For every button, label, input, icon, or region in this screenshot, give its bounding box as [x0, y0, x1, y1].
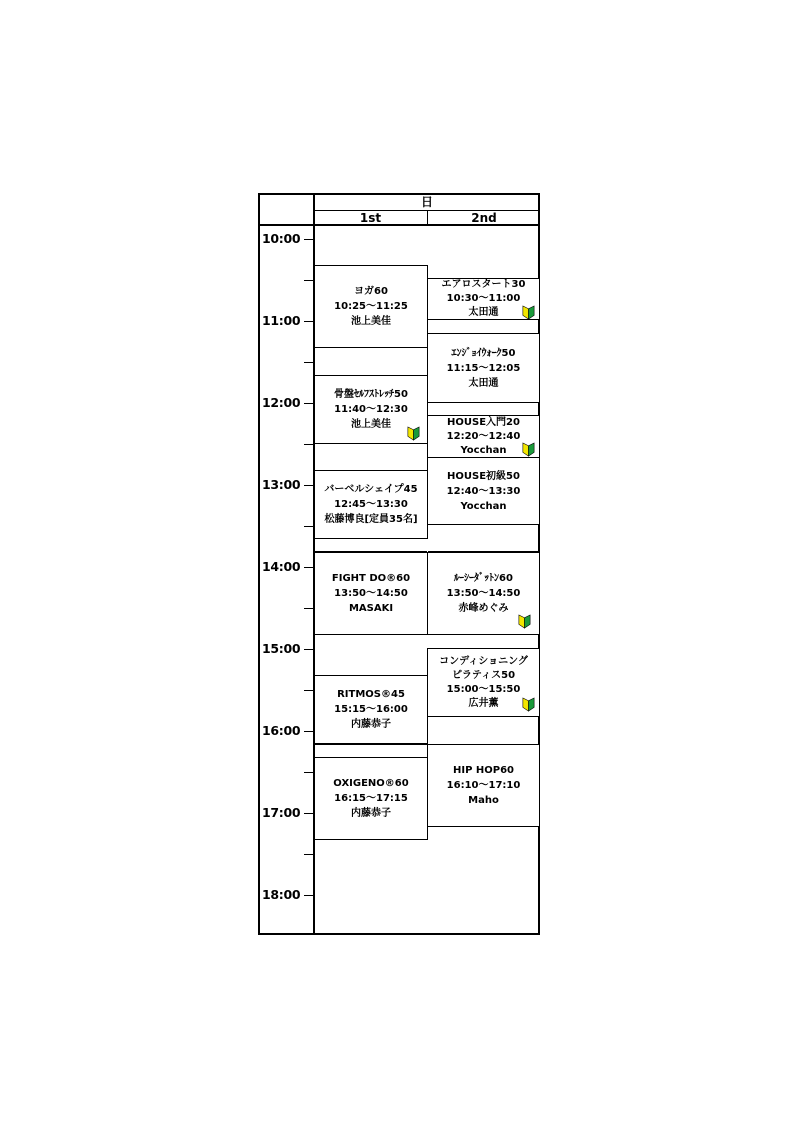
hour-tick — [304, 403, 314, 404]
hour-tick — [304, 813, 314, 814]
class-name: HOUSE入門20 — [447, 416, 520, 428]
class-time: 11:15～12:05 — [446, 362, 521, 374]
column-header-1st: 1st — [359, 211, 382, 225]
class-instructor: 広井薫 — [468, 697, 499, 709]
time-label: 13:00 — [262, 477, 301, 492]
hour-tick — [304, 731, 314, 732]
class-name: FIGHT DO®60 — [331, 573, 411, 584]
hour-tick — [304, 649, 314, 650]
hour-tick — [304, 239, 314, 240]
class-time: 12:45～13:30 — [334, 499, 408, 510]
time-label: 15:00 — [262, 641, 301, 656]
day-header: 日 — [420, 195, 433, 209]
class-name: ﾙｰｼｰﾀﾞｯﾄﾝ60 — [454, 573, 513, 584]
half-hour-tick — [304, 444, 314, 445]
class-instructor: 内藤恭子 — [351, 719, 391, 730]
class-instructor: 太田通 — [468, 307, 499, 318]
beginner-mark-icon — [521, 697, 536, 712]
time-label: 12:00 — [262, 395, 301, 410]
class-block[interactable] — [427, 333, 540, 403]
class-block[interactable] — [427, 744, 540, 827]
half-hour-tick — [304, 608, 314, 609]
half-hour-tick — [304, 526, 314, 527]
class-time: 12:40～13:30 — [446, 485, 521, 497]
time-label: 18:00 — [262, 887, 301, 902]
class-time: 12:20～12:40 — [446, 430, 521, 442]
class-instructor: 松藤博良[定員35名] — [324, 514, 418, 525]
class-time: 13:50～14:50 — [334, 588, 408, 599]
class-time: 15:15～16:00 — [334, 704, 408, 715]
half-hour-tick — [304, 280, 314, 281]
class-name: エアロスタート30 — [441, 279, 526, 290]
class-instructor: Yocchan — [460, 444, 507, 456]
half-hour-tick — [304, 362, 314, 363]
class-time: 10:30～11:00 — [446, 293, 521, 304]
class-name: コンディショニング — [439, 655, 528, 667]
class-time: 10:25～11:25 — [334, 301, 408, 312]
hour-tick — [304, 895, 314, 896]
class-instructor: 池上美佳 — [351, 316, 391, 327]
class-name-line2: ピラティス50 — [451, 669, 516, 681]
class-time: 13:50～14:50 — [446, 588, 521, 599]
hour-tick — [304, 485, 314, 486]
class-name: バーベルシェイプ45 — [324, 484, 418, 495]
class-time: 16:10～17:10 — [446, 780, 521, 791]
class-instructor: 赤峰めぐみ — [458, 603, 509, 614]
beginner-mark-icon — [521, 442, 536, 457]
time-label: 14:00 — [262, 559, 301, 574]
class-block[interactable] — [314, 675, 428, 744]
half-hour-tick — [304, 690, 314, 691]
class-time: 11:40～12:30 — [334, 404, 408, 415]
time-label: 17:00 — [262, 805, 301, 820]
class-name: ヨガ60 — [354, 286, 388, 297]
class-name: HIP HOP60 — [452, 765, 514, 776]
class-name: RITMOS®45 — [337, 689, 405, 700]
column-header-2nd: 2nd — [471, 211, 497, 225]
class-block[interactable] — [314, 552, 428, 635]
time-label: 16:00 — [262, 723, 301, 738]
class-name: HOUSE初級50 — [447, 470, 520, 482]
time-label: 11:00 — [262, 313, 301, 328]
class-block[interactable] — [314, 757, 428, 840]
beginner-mark-icon — [517, 614, 532, 629]
class-name: ｴﾝｼﾞｮｲｳｫｰｸ50 — [451, 347, 516, 359]
half-hour-tick — [304, 772, 314, 773]
class-instructor: Yocchan — [460, 500, 507, 512]
class-block[interactable] — [314, 265, 428, 348]
class-instructor: 太田通 — [468, 377, 499, 389]
beginner-mark-icon — [521, 305, 536, 320]
class-time: 16:15～17:15 — [334, 793, 408, 804]
time-label: 10:00 — [262, 231, 301, 246]
hour-tick — [304, 321, 314, 322]
hour-tick — [304, 567, 314, 568]
class-time: 15:00～15:50 — [446, 683, 521, 695]
class-instructor: Maho — [468, 795, 499, 806]
class-instructor: 池上美佳 — [351, 419, 391, 430]
class-instructor: MASAKI — [348, 603, 394, 614]
class-name: 骨盤ｾﾙﾌｽﾄﾚｯﾁ50 — [334, 389, 408, 400]
class-instructor: 内藤恭子 — [351, 808, 391, 819]
class-block[interactable] — [427, 457, 540, 525]
beginner-mark-icon — [406, 426, 421, 441]
half-hour-tick — [304, 854, 314, 855]
class-block[interactable] — [314, 470, 428, 539]
class-name: OXIGENO®60 — [333, 778, 409, 789]
separator-line — [314, 744, 427, 745]
